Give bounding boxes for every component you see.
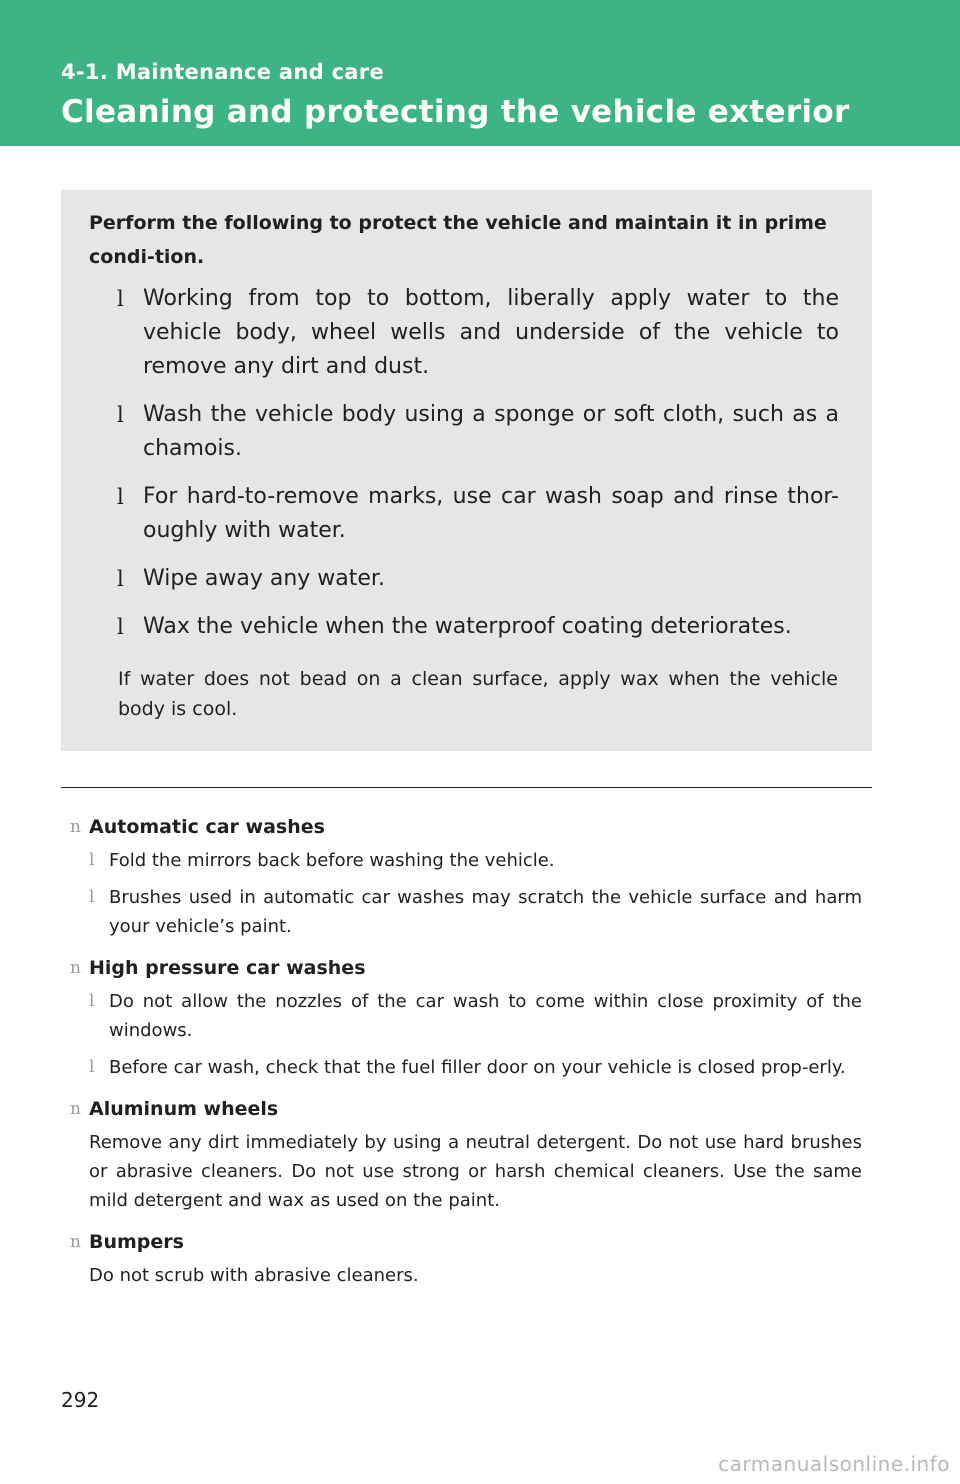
topic-item-list — [89, 987, 862, 1082]
list-item-text: Before car wash, check that the fuel filler door on your vehicle is closed prop-erly. — [109, 1057, 846, 1078]
step-text: Wipe away any water. — [143, 566, 385, 591]
footer-watermark-link[interactable]: carmanualsonline.info — [718, 1452, 950, 1476]
step-text: For hard-to-remove marks, use car wash soap and rinse thor-oughly with water. — [143, 484, 839, 543]
list-item-text: Do not allow the nozzles of the car wash to come within close proximity of the windows. — [109, 991, 862, 1041]
topic-heading — [70, 1227, 862, 1257]
topic-heading — [70, 812, 862, 842]
list-item-text: Fold the mirrors back before washing the vehicle. — [109, 850, 555, 871]
topic-heading — [70, 1094, 862, 1124]
notes-section — [70, 812, 862, 1302]
square-bullet-icon: n — [70, 1099, 81, 1119]
bullet-icon: l — [89, 887, 95, 907]
chapter-header-band — [0, 0, 960, 146]
topic-bumpers — [70, 1227, 862, 1290]
list-item — [89, 1053, 862, 1082]
square-bullet-icon: n — [70, 1232, 81, 1252]
topic-high-pressure-car-washes — [70, 953, 862, 1082]
topic-body: Do not scrub with abrasive cleaners. — [89, 1265, 419, 1286]
topic-heading-text: High pressure car washes — [89, 957, 366, 979]
list-item — [89, 883, 862, 941]
intro-box — [61, 190, 872, 751]
bullet-icon: l — [117, 567, 124, 591]
topic-aluminum-wheels — [70, 1094, 862, 1215]
list-item — [89, 846, 862, 875]
intro-text: Perform the following to protect the vehicle and maintain it in prime condi-tion. — [89, 212, 827, 268]
topic-body: Remove any dirt immediately by using a neutral detergent. Do not use hard brushes or abrasive cleaners. Do not use strong or harsh chemical cleaners. Use the same mild detergent and wax as used on the paint. — [89, 1132, 862, 1211]
page-number: 292 — [61, 1388, 100, 1412]
bullet-icon: l — [117, 403, 124, 427]
step-item — [109, 610, 839, 644]
section-label: 4-1. Maintenance and care — [61, 60, 384, 84]
page-title: Cleaning and protecting the vehicle exterior — [61, 94, 850, 130]
bullet-icon: l — [117, 615, 124, 639]
step-text: Working from top to bottom, liberally apply water to the vehicle body, wheel wells and underside of the vehicle to remove any dirt and dust. — [143, 286, 839, 379]
step-item — [109, 282, 839, 384]
topic-automatic-car-washes — [70, 812, 862, 941]
square-bullet-icon: n — [70, 958, 81, 978]
step-text: Wash the vehicle body using a sponge or soft cloth, such as a chamois. — [143, 402, 839, 461]
square-bullet-icon: n — [70, 817, 81, 837]
list-item-text: Brushes used in automatic car washes may scratch the vehicle surface and harm your vehicle’s paint. — [109, 887, 862, 937]
step-list — [109, 282, 839, 658]
topic-heading-text: Aluminum wheels — [89, 1098, 279, 1120]
step-item — [109, 480, 839, 548]
bullet-icon: l — [117, 287, 124, 311]
topic-item-list — [89, 846, 862, 941]
bullet-icon: l — [89, 850, 95, 870]
bullet-icon: l — [117, 485, 124, 509]
section-divider — [61, 787, 872, 788]
step-item — [109, 562, 839, 596]
topic-heading-text: Automatic car washes — [89, 816, 325, 838]
step-text: Wax the vehicle when the waterproof coating deteriorates. — [143, 614, 792, 639]
list-item — [89, 987, 862, 1045]
wax-note: If water does not bead on a clean surface, apply wax when the vehicle body is cool. — [118, 668, 838, 720]
step-item — [109, 398, 839, 466]
topic-heading-text: Bumpers — [89, 1231, 184, 1253]
bullet-icon: l — [89, 991, 95, 1011]
topic-heading — [70, 953, 862, 983]
bullet-icon: l — [89, 1057, 95, 1077]
